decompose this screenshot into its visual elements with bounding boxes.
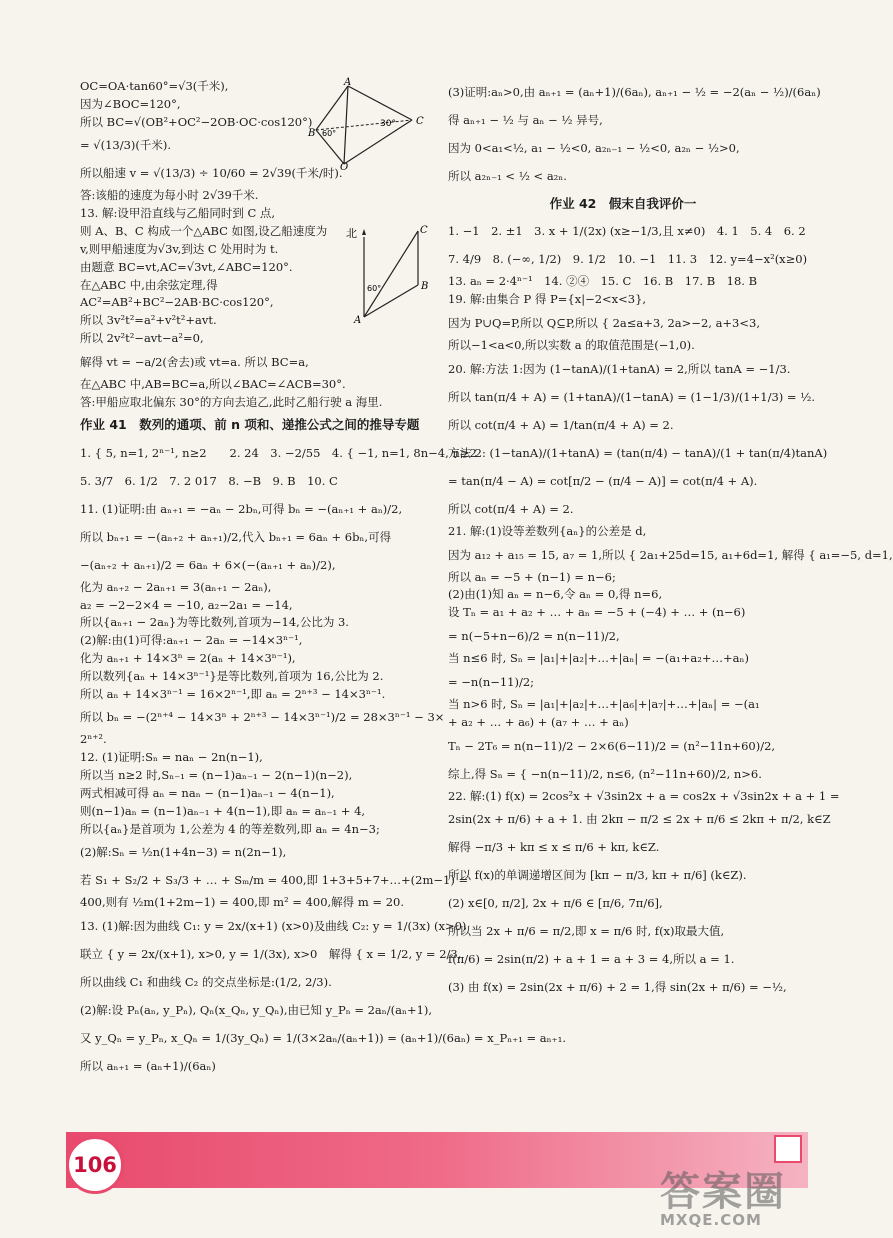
text-line: 得 aₙ₊₁ − ½ 与 aₙ − ½ 异号, xyxy=(448,113,603,127)
section-heading: 作业 42 假末自我评价一 xyxy=(549,196,697,211)
text-line: 当 n≤6 时, Sₙ = |a₁|+|a₂|+…+|aₙ| = −(a₁+a₂+…+aₙ) xyxy=(448,651,749,666)
text-line: Tₙ − 2T₆ = n(n−11)/2 − 2×6(6−11)/2 = (n²−11n+60)/2, xyxy=(448,738,776,753)
text-line: 答:该船的速度为每小时 2√39千米. xyxy=(80,188,259,203)
text-line: 5. 3/7 6. 1/2 7. 2 017 8. −B 9. B 10. C xyxy=(80,473,338,488)
text-line: 2ⁿ⁺². xyxy=(80,732,107,747)
text-line: 因为∠BOC=120°, xyxy=(80,96,181,111)
text-line: 解得 −π/3 + kπ ≤ x ≤ π/6 + kπ, k∈Z. xyxy=(448,840,660,855)
text-line: f(π/6) = 2sin(π/2) + a + 1 = a + 3 = 4,所以 a = 1. xyxy=(448,952,735,967)
text-line: 21. 解:(1)设等差数列{aₙ}的公差是 d, xyxy=(448,523,647,538)
text-line: 400,则有 ½m(1+2m−1) = 400,即 m² = 400,解得 m = 20. xyxy=(80,895,404,910)
text-line: 19. 解:由集合 P 得 P={x|−2<x<3}, xyxy=(448,292,647,307)
text-line: 所以 cot(π/4 + A) = 2. xyxy=(448,501,574,516)
text-line: 方法 2: (1−tanA)/(1+tanA) = (tan(π/4) − tanA)/(1 + tan(π/4)tanA) xyxy=(448,445,828,460)
text-line: (2)解:设 Pₙ(aₙ, y_Pₙ), Qₙ(x_Qₙ, y_Qₙ),由已知 y_Pₙ = 2aₙ/(aₙ+1), xyxy=(80,1003,433,1018)
text-line: a₂ = −2−2×4 = −10, a₂−2a₁ = −14, xyxy=(80,597,293,612)
text-line: v,则甲船速度为√3v,到达 C 处用时为 t. xyxy=(80,241,279,256)
text-line: + a₂ + … + a₆) + (a₇ + … + aₙ) xyxy=(448,714,629,729)
text-line: 则(n−1)aₙ = (n−1)aₙ₋₁ + 4(n−1),即 aₙ = aₙ₋₁ + 4, xyxy=(80,803,366,818)
text-line: 当 n>6 时, Sₙ = |a₁|+|a₂|+…+|a₆|+|a₇|+…+|aₙ| = −(a₁ xyxy=(448,696,760,711)
text-line: 2sin(2x + π/6) + a + 1. 由 2kπ − π/2 ≤ 2x + π/6 ≤ 2kπ + π/2, k∈Z xyxy=(448,812,831,827)
text-line: = −n(n−11)/2; xyxy=(448,674,535,689)
text-line: −(aₙ₊₂ + aₙ₊₁)/2 = 6aₙ + 6×(−(aₙ₊₁ + aₙ)/2), xyxy=(80,557,336,572)
figure-triangle xyxy=(340,225,430,325)
fig2-label-b: B xyxy=(421,281,429,292)
text-line: 在△ABC 中,AB=BC=a,所以∠BAC=∠ACB=30°. xyxy=(80,376,346,391)
text-line: 联立 { y = 2x/(x+1), x>0, y = 1/(3x), x>0 解得 { x = 1/2, y = 2/3, xyxy=(80,947,462,962)
text-line: = √(13/3)(千米). xyxy=(80,138,172,153)
text-line: 若 S₁ + S₂/2 + S₃/3 + … + Sₘ/m = 400,即 1+3+5+7+…+(2m−1) = xyxy=(80,873,469,888)
text-line: 1. −1 2. ±1 3. x + 1/(2x) (x≥−1/3,且 x≠0) 4. 1 5. 4 6. 2 xyxy=(448,224,806,239)
text-line: 综上,得 Sₙ = { −n(n−11)/2, n≤6, (n²−11n+60)/2, n>6. xyxy=(448,766,762,781)
right-column xyxy=(448,78,893,1001)
text-line: (2)由(1)知 aₙ = n−6,令 aₙ = 0,得 n=6, xyxy=(448,587,663,602)
page-number: 106 xyxy=(66,1136,124,1194)
fig2-label-north: 北 xyxy=(346,227,357,240)
text-line: 所以当 2x + π/6 = π/2,即 x = π/6 时, f(x)取最大值, xyxy=(448,924,725,939)
text-line: 两式相减可得 aₙ = naₙ − (n−1)aₙ₋₁ − 4(n−1), xyxy=(80,785,335,800)
text-line: 答:甲船应取北偏东 30°的方向去追乙,此时乙船行驶 a 海里. xyxy=(80,394,383,409)
text-line: 所以 aₙ = −5 + (n−1) = n−6; xyxy=(448,569,616,584)
text-line: 13. (1)解:因为曲线 C₁: y = 2x/(x+1) (x>0)及曲线 C₂: y = 1/(3x) (x>0) xyxy=(80,919,467,934)
text-line: 所以 cot(π/4 + A) = 1/tan(π/4 + A) = 2. xyxy=(448,417,674,432)
text-line: = tan(π/4 − A) = cot[π/2 − (π/4 − A)] = cot(π/4 + A). xyxy=(448,473,758,488)
text-line: 1. { 5, n=1, 2ⁿ⁻¹, n≥2 2. 24 3. −2/55 4. { −1, n=1, 8n−4, n≥2 xyxy=(80,445,477,460)
text-line: 7. 4/9 8. (−∞, 1/2) 9. 1/2 10. −1 11. 3 12. y=4−x²(x≥0) xyxy=(448,252,808,267)
text-line: 在△ABC 中,由余弦定理,得 xyxy=(80,277,218,292)
text-line: 20. 解:方法 1:因为 (1−tanA)/(1+tanA) = 2,所以 tanA = −1/3. xyxy=(448,361,791,376)
text-line: 13. aₙ = 2·4ⁿ⁻¹ 14. ②④ 15. C 16. B 17. B 18. B xyxy=(448,274,758,289)
text-line: 解得 vt = −a/2(舍去)或 vt=a. 所以 BC=a, xyxy=(80,354,309,369)
text-line: 又 y_Qₙ = y_Pₙ, x_Qₙ = 1/(3y_Qₙ) = 1/(3×2aₙ/(aₙ+1)) = (aₙ+1)/(6aₙ) = x_Pₙ₊₁ = aₙ₊₁. xyxy=(80,1031,566,1046)
fig1-label-o: O xyxy=(340,162,349,173)
text-line: 11. (1)证明:由 aₙ₊₁ = −aₙ − 2bₙ,可得 bₙ = −(aₙ₊₁ + aₙ)/2, xyxy=(80,501,403,516)
text-line: 所以数列{aₙ + 14×3ⁿ⁻¹}是等比数列,首项为 16,公比为 2. xyxy=(80,668,384,683)
watermark xyxy=(660,1160,786,1229)
fig2-label-a: A xyxy=(354,315,362,326)
text-line: 因为 a₁₂ + a₁₅ = 15, a₇ = 1,所以 { 2a₁+25d=15, a₁+6d=1, 解得 { a₁=−5, d=1, xyxy=(448,547,893,562)
text-line: 所以 aₙ + 14×3ⁿ⁻¹ = 16×2ⁿ⁻¹,即 aₙ = 2ⁿ⁺³ − 14×3ⁿ⁻¹. xyxy=(80,686,386,701)
text-line: 化为 aₙ₊₂ − 2aₙ₊₁ = 3(aₙ₊₁ − 2aₙ), xyxy=(80,579,272,594)
text-line: 所以船速 v = √(13/3) ÷ 10/60 = 2√39(千米/时). xyxy=(80,166,343,181)
text-line: (3) 由 f(x) = 2sin(2x + π/6) + 2 = 1,得 sin(2x + π/6) = −½, xyxy=(448,980,787,995)
corner-box xyxy=(774,1135,802,1163)
text-line: 所以 2v²t²−avt−a²=0, xyxy=(80,330,204,345)
text-line: 所以 aₙ₊₁ = (aₙ+1)/(6aₙ) xyxy=(80,1059,216,1074)
text-line: 因为 0<a₁<½, a₁ − ½<0, a₂ₙ₋₁ − ½<0, a₂ₙ − ½>0, xyxy=(448,141,740,155)
text-line: 由题意 BC=vt,AC=√3vt,∠ABC=120°. xyxy=(80,259,293,274)
text-line: 因为 P∪Q=P,所以 Q⊆P,所以 { 2a≤a+3, 2a>−2, a+3<3, xyxy=(448,316,760,330)
section-heading: 作业 41 数列的通项、前 n 项和、递推公式之间的推导专题 xyxy=(80,417,420,433)
watermark-url: MXQE.COM xyxy=(660,1211,762,1229)
text-line: 22. 解:(1) f(x) = 2cos²x + √3sin2x + a = cos2x + √3sin2x + a + 1 = xyxy=(448,788,840,803)
fig1-label-c: C xyxy=(416,116,424,127)
text-line: (2) x∈[0, π/2], 2x + π/6 ∈ [π/6, 7π/6], xyxy=(448,896,663,911)
text-line: 所以{aₙ}是首项为 1,公差为 4 的等差数列,即 aₙ = 4n−3; xyxy=(80,821,380,836)
text-line: 所以 bₙ₊₁ = −(aₙ₊₂ + aₙ₊₁)/2,代入 bₙ₊₁ = 6aₙ + 6bₙ,可得 xyxy=(80,529,392,544)
text-line: = n(−5+n−6)/2 = n(n−11)/2, xyxy=(448,629,620,644)
text-line: 所以 f(x)的单调递增区间为 [kπ − π/3, kπ + π/6] (k∈Z). xyxy=(448,868,747,883)
fig1-label-30: 30° xyxy=(380,119,396,129)
text-line: (3)证明:aₙ>0,由 aₙ₊₁ = (aₙ+1)/(6aₙ), aₙ₊₁ − ½ = −2(aₙ − ½)/(6aₙ) xyxy=(448,85,821,99)
text-line: 则 A、B、C 构成一个△ABC 如图,设乙船速度为 xyxy=(80,224,328,239)
text-line: 所以曲线 C₁ 和曲线 C₂ 的交点坐标是:(1/2, 2/3). xyxy=(80,975,332,990)
watermark-text: 答案圈 xyxy=(660,1169,786,1215)
fig1-label-60: 60° xyxy=(322,129,337,138)
text-line: 所以 a₂ₙ₋₁ < ½ < a₂ₙ. xyxy=(448,169,567,183)
fig1-label-b: B xyxy=(308,128,316,139)
text-line: 12. (1)证明:Sₙ = naₙ − 2n(n−1), xyxy=(80,750,263,765)
text-line: (2)解:由(1)可得:aₙ₊₁ − 2aₙ = −14×3ⁿ⁻¹, xyxy=(80,633,303,648)
text-line: 13. 解:设甲沿直线与乙船同时到 C 点, xyxy=(80,206,276,221)
text-line: 设 Tₙ = a₁ + a₂ + … + aₙ = −5 + (−4) + … + (n−6) xyxy=(448,605,746,620)
fig1-label-a: A xyxy=(344,77,352,88)
text-line: 所以{aₙ₊₁ − 2aₙ}为等比数列,首项为−14,公比为 3. xyxy=(80,615,349,630)
text-line: 化为 aₙ₊₁ + 14×3ⁿ = 2(aₙ + 14×3ⁿ⁻¹), xyxy=(80,651,296,665)
fig2-label-60: 60° xyxy=(367,284,382,293)
text-line: 所以当 n≥2 时,Sₙ₋₁ = (n−1)aₙ₋₁ − 2(n−1)(n−2), xyxy=(80,768,353,783)
text-line: 所以 3v²t²=a²+v²t²+avt. xyxy=(80,313,217,328)
text-line: 所以 bₙ = −(2ⁿ⁺⁴ − 14×3ⁿ + 2ⁿ⁺³ − 14×3ⁿ⁻¹)/2 = 28×3ⁿ⁻¹ − 3× xyxy=(80,710,445,725)
text-line: 所以 tan(π/4 + A) = (1+tanA)/(1−tanA) = (1−1/3)/(1+1/3) = ½. xyxy=(448,389,816,404)
fig2-label-c: C xyxy=(420,225,428,236)
text-line: 所以−1<a<0,所以实数 a 的取值范围是(−1,0). xyxy=(448,338,695,352)
figure-pyramid xyxy=(308,77,432,173)
text-line: AC²=AB²+BC²−2AB·BC·cos120°, xyxy=(80,295,274,310)
text-line: OC=OA·tan60°=√3(千米), xyxy=(80,79,229,93)
text-line: (2)解:Sₙ = ½n(1+4n−3) = n(2n−1), xyxy=(80,845,287,860)
text-line: 所以 BC=√(OB²+OC²−2OB·OC·cos120°) xyxy=(80,114,313,129)
